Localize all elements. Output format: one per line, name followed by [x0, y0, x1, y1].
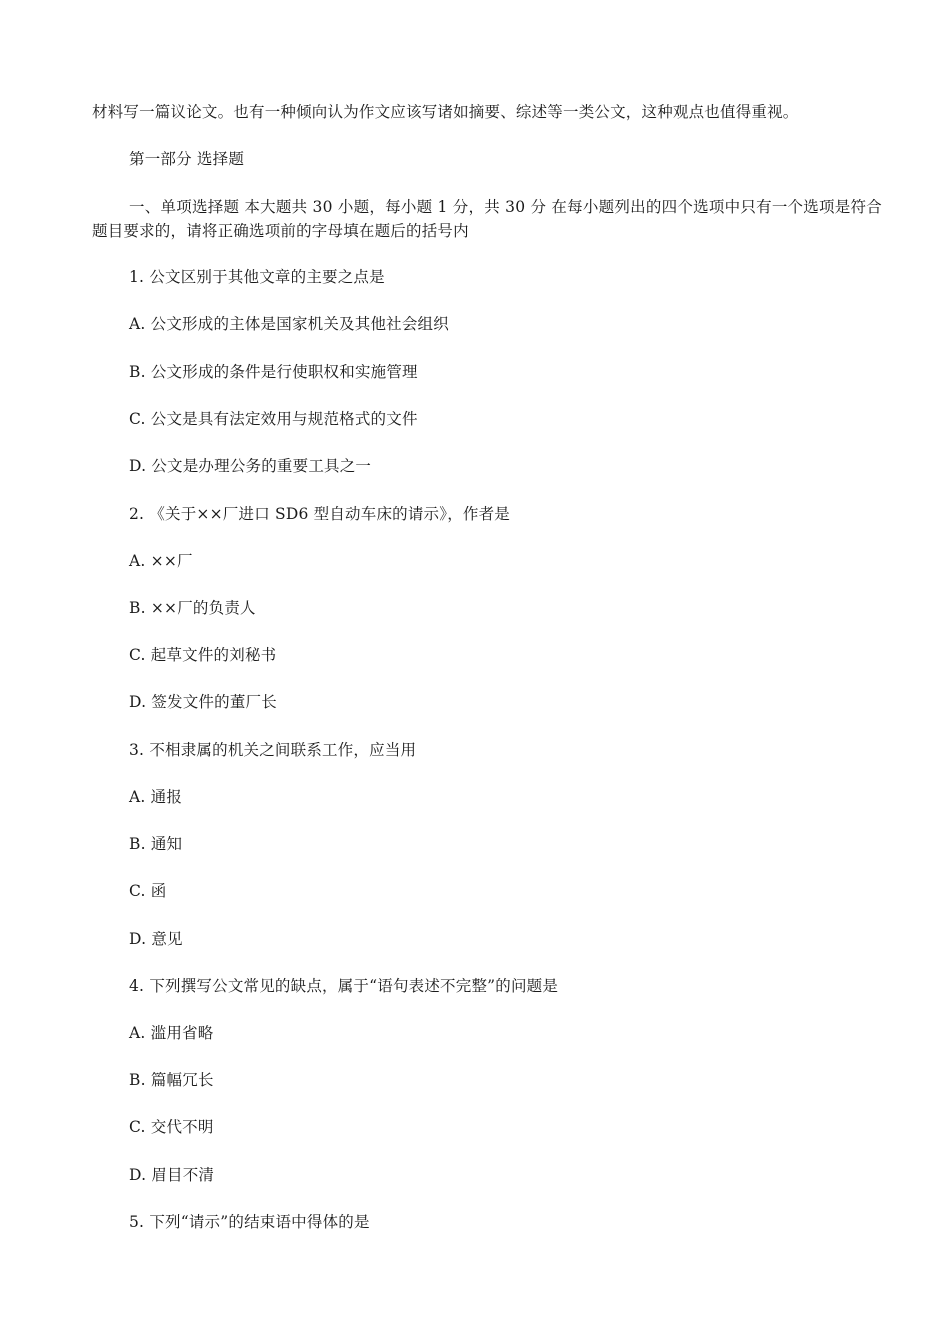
question-3-option-b: B. 通知	[129, 835, 183, 853]
question-2-option-d: D. 签发文件的董厂长	[129, 693, 277, 711]
question-1-option-b: B. 公文形成的条件是行使职权和实施管理	[129, 363, 418, 381]
question-3-option-c: C. 函	[129, 882, 167, 900]
section-instructions: 一、单项选择题 本大题共 30 小题，每小题 1 分，共 30 分 在每小题列出的四个选项中只有一个选项是符合题目要求的，请将正确选项前的字母填在题后的括号内	[92, 198, 882, 240]
question-2-option-c: C. 起草文件的刘秘书	[129, 646, 277, 664]
question-3-option-a: A. 通报	[129, 788, 183, 806]
question-1-stem: 1. 公文区别于其他文章的主要之点是	[129, 268, 385, 286]
question-4-option-c: C. 交代不明	[129, 1118, 214, 1136]
question-5-stem: 5. 下列“请示”的结束语中得体的是	[129, 1213, 370, 1231]
question-4-option-b: B. 篇幅冗长	[129, 1071, 214, 1089]
question-2-stem: 2. 《关于××厂进口 SD6 型自动车床的请示》，作者是	[129, 505, 511, 523]
question-4-option-a: A. 滥用省略	[129, 1024, 214, 1042]
question-1-option-d: D. 公文是办理公务的重要工具之一	[129, 457, 372, 475]
intro-line: 材料写一篇议论文。也有一种倾向认为作文应该写诸如摘要、综述等一类公文，这种观点也值得重视。	[92, 103, 799, 121]
question-3-stem: 3. 不相隶属的机关之间联系工作，应当用	[129, 741, 417, 759]
question-1-option-c: C. 公文是具有法定效用与规范格式的文件	[129, 410, 418, 428]
question-3-option-d: D. 意见	[129, 930, 183, 948]
question-4-option-d: D. 眉目不清	[129, 1166, 215, 1184]
question-1-option-a: A. 公文形成的主体是国家机关及其他社会组织	[129, 315, 449, 333]
question-2-option-a: A. ××厂	[129, 552, 193, 570]
question-2-option-b: B. ××厂的负责人	[129, 599, 256, 617]
question-4-stem: 4. 下列撰写公文常见的缺点，属于“语句表述不完整”的问题是	[129, 977, 559, 995]
part-title: 第一部分 选择题	[129, 150, 245, 168]
